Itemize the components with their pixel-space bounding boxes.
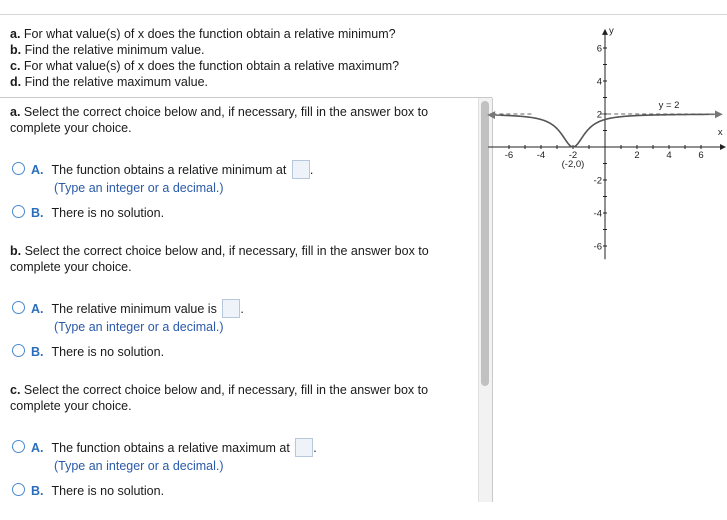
question-letter: b.	[10, 43, 22, 57]
x-axis-label: x	[717, 127, 723, 138]
question-text: Find the relative minimum value.	[24, 43, 205, 57]
part-b-hint: (Type an integer or a decimal.)	[54, 320, 224, 334]
question-a	[10, 26, 480, 42]
question-text: For what value(s) of x does the function obtain a relative minimum?	[23, 27, 396, 41]
choice-label: B.	[31, 484, 44, 498]
prompt-line1: Select the correct choice below and, if necessary, fill in the answer box to	[23, 383, 429, 397]
question-letter: c.	[10, 59, 21, 73]
question-text: For what value(s) of x does the function obtain a relative maximum?	[23, 59, 400, 73]
part-a-hint: (Type an integer or a decimal.)	[54, 181, 224, 195]
choice-text: There is no solution.	[51, 345, 165, 359]
choice-text: There is no solution.	[51, 484, 165, 498]
prompt-line2: complete your choice.	[10, 121, 132, 135]
choice-label: A.	[31, 441, 44, 455]
choice-text: The function obtains a relative minimum at	[51, 163, 287, 177]
part-c-choice-a[interactable]	[12, 438, 317, 456]
question-letter: a.	[10, 27, 21, 41]
x-tick-label: -2	[568, 150, 578, 161]
part-letter: a.	[10, 105, 21, 119]
part-b-choice-a[interactable]	[12, 299, 244, 317]
choice-label: B.	[31, 345, 44, 359]
y-tick-label: 2	[596, 109, 602, 121]
y-axis-label: y	[609, 25, 614, 37]
point-label: (-2,0)	[561, 159, 585, 170]
part-c-hint: (Type an integer or a decimal.)	[54, 459, 224, 473]
choice-period: .	[240, 302, 244, 316]
y-tick-label: 4	[596, 76, 602, 88]
choice-label: A.	[31, 302, 44, 316]
choice-text: The function obtains a relative maximum at	[51, 441, 290, 455]
part-c-prompt	[10, 382, 460, 414]
answer-input-box[interactable]	[295, 438, 313, 457]
x-tick-label: 2	[634, 150, 640, 161]
part-c-choice-b[interactable]	[12, 482, 164, 500]
function-graph	[500, 20, 727, 253]
question-c	[10, 58, 480, 74]
scrollbar-thumb[interactable]	[481, 101, 489, 386]
radio-button[interactable]	[12, 205, 25, 218]
question-list	[10, 26, 480, 90]
answer-input-box[interactable]	[292, 160, 310, 179]
choice-label: B.	[31, 206, 44, 220]
y-tick-label: -6	[593, 241, 602, 253]
choice-text: The relative minimum value is	[51, 302, 217, 316]
question-b	[10, 42, 480, 58]
prompt-line1: Select the correct choice below and, if necessary, fill in the answer box to	[24, 244, 429, 258]
choice-period: .	[309, 163, 314, 177]
part-a-choice-a[interactable]	[12, 160, 313, 178]
radio-button[interactable]	[12, 301, 25, 314]
part-letter: c.	[10, 383, 21, 397]
top-divider	[0, 14, 727, 15]
part-a-choice-b[interactable]	[12, 204, 164, 222]
question-letter: d.	[10, 75, 22, 89]
question-d	[10, 74, 480, 90]
prompt-line1: Select the correct choice below and, if necessary, fill in the answer box to	[23, 105, 429, 119]
part-a-prompt	[10, 104, 460, 136]
y-tick-label: -4	[593, 208, 602, 220]
y-tick-label: -2	[593, 175, 602, 187]
choice-label: A.	[31, 163, 44, 177]
radio-button[interactable]	[12, 483, 25, 496]
choice-period: .	[313, 441, 317, 455]
asymptote-label: y = 2	[658, 100, 680, 111]
graph-canvas	[500, 20, 727, 253]
part-b-choice-b[interactable]	[12, 343, 164, 361]
answer-panel[interactable]	[0, 98, 492, 502]
part-letter: b.	[10, 244, 22, 258]
x-tick-label: -4	[536, 150, 546, 161]
choice-text: There is no solution.	[51, 206, 165, 220]
x-tick-label: 4	[666, 150, 672, 161]
radio-button[interactable]	[12, 344, 25, 357]
panel-divider	[492, 98, 493, 502]
radio-button[interactable]	[12, 162, 25, 175]
radio-button[interactable]	[12, 440, 25, 453]
prompt-line2: complete your choice.	[10, 399, 132, 413]
x-tick-label: 6	[698, 150, 704, 161]
prompt-line2: complete your choice.	[10, 260, 132, 274]
y-tick-label: 6	[596, 43, 602, 55]
x-tick-label: -6	[504, 150, 514, 161]
answer-input-box[interactable]	[222, 299, 240, 318]
question-text: Find the relative maximum value.	[24, 75, 208, 89]
part-b-prompt	[10, 243, 460, 275]
